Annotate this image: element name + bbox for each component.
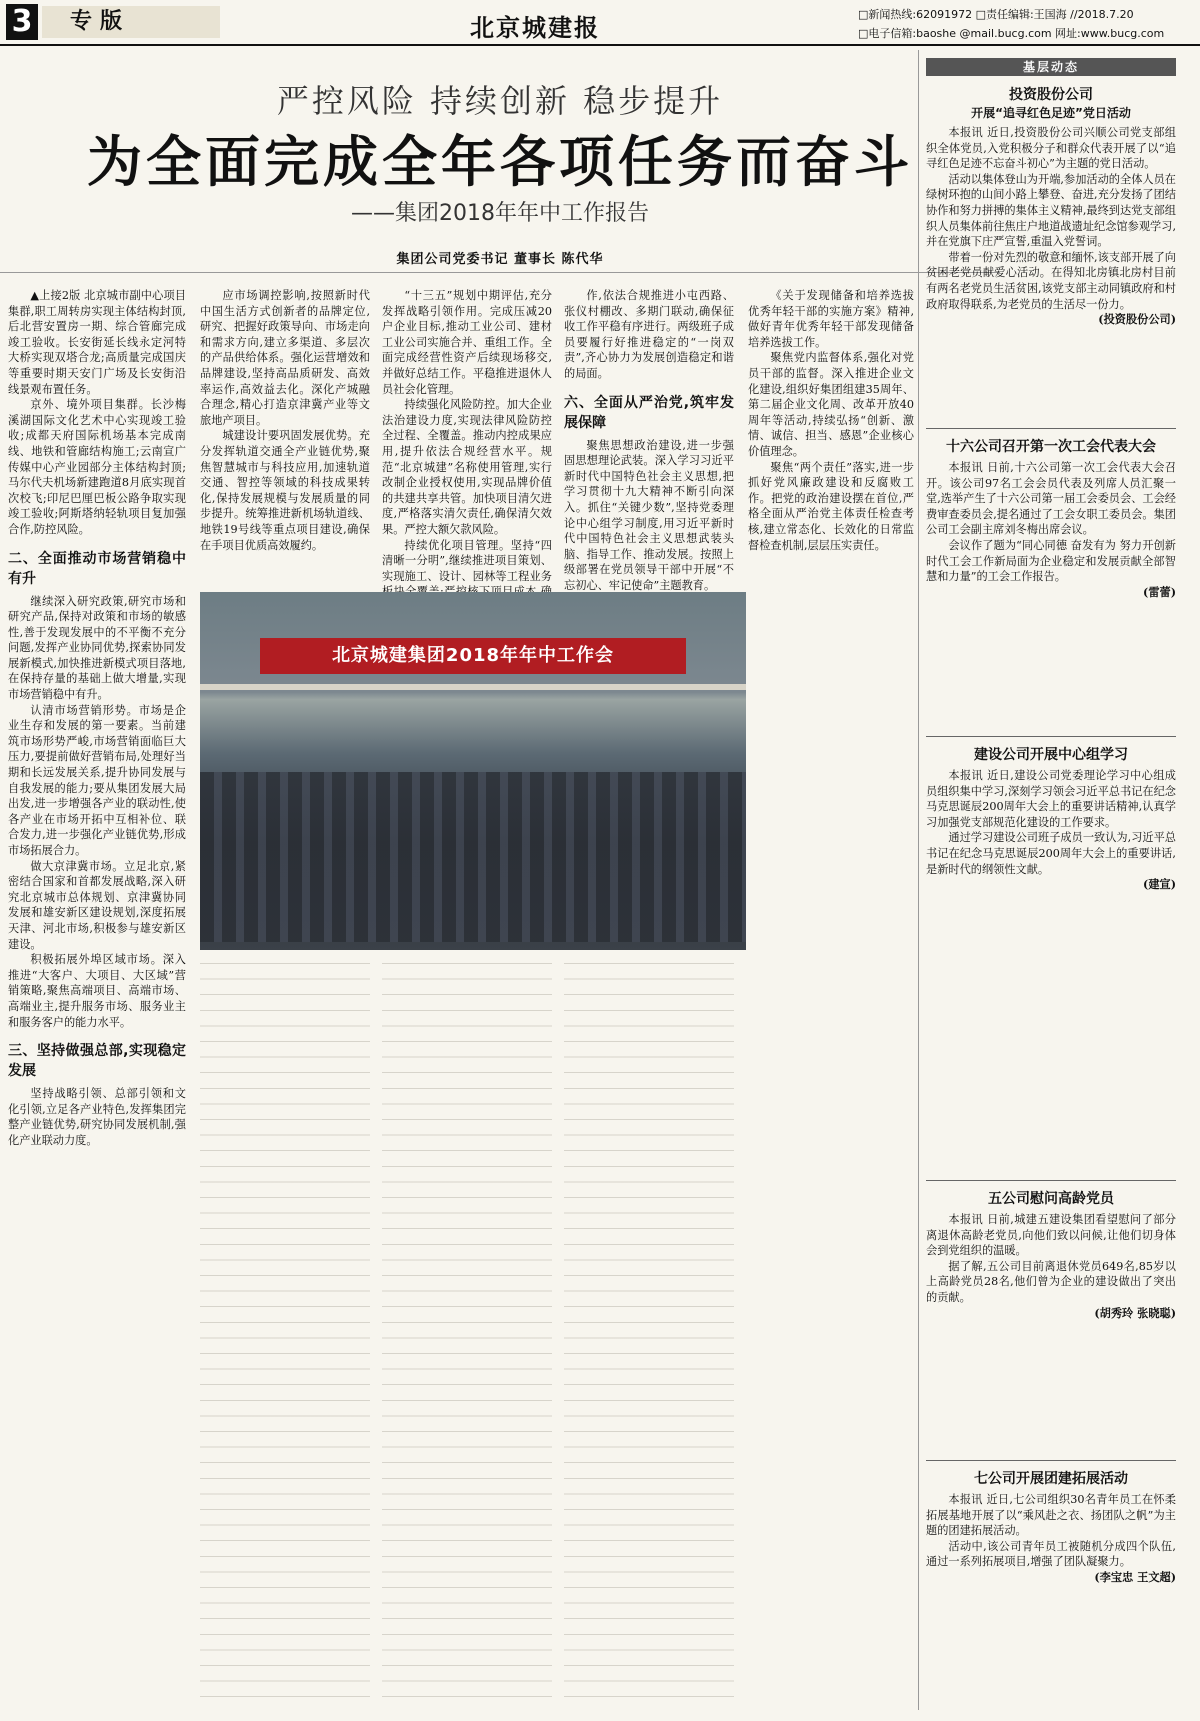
story-body (926, 1492, 1176, 1586)
story-title: 建设公司开展中心组学习 (974, 747, 1128, 763)
article-rule (0, 272, 1000, 273)
story-credit: (投资股份公司) (1098, 312, 1176, 327)
article-byline: 集团公司党委书记 董事长 陈代华 (396, 252, 604, 267)
sidebar-story-5 (926, 1468, 1176, 1586)
story-body (926, 460, 1176, 600)
paragraph: 坚持战略引领、总部引领和文化引领,立足各产业特色,发挥集团完整产业链优势,研究协同发展机制,强化产业联动力度。 (8, 1087, 186, 1147)
meta-editor-line: □新闻热线:62091972 □责任编辑:王国海 //2018.7.20 (858, 8, 1134, 21)
story-credit: (李宝忠 王文超) (1094, 1569, 1176, 1584)
paragraph: 持续优化项目管理。坚持“四清晰一分明”,继续推进项目策划、实现施工、设计、园林等工程业务 (382, 538, 552, 583)
sidebar-story-4 (926, 1188, 1176, 1321)
paragraph: 本报讯 日前,城建五建设集团看望慰问了部分离退休高龄老党员,向他们致以问候,让他们切身体会到党组织的温暖。 (926, 1213, 1176, 1258)
paragraph: 作,依法合规推进小屯西路、张仪村棚改、多期门联动,确保征收工作平稳有序进行。两级班子成员要履行好推进稳定的“一岗双责”,齐心协力为发展创造稳定和谐的局面。 (564, 289, 734, 380)
paragraph: 本报讯 近日,建设公司党委理论学习中心组成员组织集中学习,深刻学习领会习近平总书记在纪念马克思诞辰200周年大会上的重要讲话精神,认真学习加强党支部规范化建设的工作要求。 (926, 769, 1176, 829)
sidebar-divider (918, 50, 919, 1710)
stage-edge (200, 684, 746, 690)
meta-contact-line: □电子信箱:baoshe @mail.bucg.com 网址:www.bucg.com (858, 27, 1165, 40)
story-credit: (雷蕾) (1143, 584, 1176, 599)
article-column-1 (8, 288, 186, 1708)
sidebar-rule (926, 1180, 1176, 1181)
photo-banner: 北京城建集团2018年年中工作会 (260, 638, 686, 674)
sidebar-rule (926, 1460, 1176, 1461)
paragraph: 认清市场营销形势。市场是企业生存和发展的第一要素。当前建筑市场形势严峻,市场营销面临巨大压力,要提前做好营销布局,处理好当期和长远发展关系,提升协同发展与自我发展的能力;要从集团发展大局出发,进一步增强各产业的联动性,使各产业在市场开拓中互相补位、联合发力,进一步强化产业链优势,形成市场拓展合力。 (8, 703, 186, 857)
paper-name: 北京城建报 (470, 13, 600, 42)
sidebar-rule (926, 428, 1176, 429)
sidebar-story-3 (926, 744, 1176, 893)
audience (200, 772, 746, 942)
paragraph: 本报讯 日前,十六公司第一次工会代表大会召开。该公司97名工会会员代表及列席人员汇聚一堂,选举产生了十六公司第一届工会委员会、工会经费审查委员会,提名通过了工会女职工委员会。集团公司工会副主席刘冬梅出席会议。 (926, 461, 1176, 537)
sidebar-story-1 (926, 84, 1176, 328)
article-column-3-continued (382, 958, 552, 1708)
paragraph: 持续强化风险防控。加大企业法治建设力度,实现法律风险防控全过程、全覆盖。推动内控成果应用,提升依法合规经营水平。规范“北京城建”名称使用管理,实行改制企业授权使用,实现品牌价值的共建共享共管。加快项目清欠进度,严格落实清欠责任,确保清欠效果。严控大额欠款风险。 (382, 398, 552, 536)
paragraph: ▲上接2版 北京城市副中心项目集群,职工周转房实现主体结构封顶,后北营安置房一期、综合管廊完成竣工验收。长安街延长线永定河特大桥实现双塔合龙;高质量完成国庆等重要时期天安门广场及长安街沿线景观布置任务。 (8, 289, 186, 396)
paragraph: 城建设计要巩固发展优势。充分发挥轨道交通全产业链优势,聚焦智慧城市与科技应用,加速轨道交通、智控等领域的科技成果转化,保持发展规模与发展质量的同步提升。统筹推进新机场轨道线、地铁19号线等重点项目建设,确保在手项目优质高效履约。 (200, 429, 370, 552)
paragraph: 聚焦“两个责任”落实,进一步抓好党风廉政建设和反腐败工作。把党的政治建设摆在首位,严格全面从严治党主体责任检查考核,建立常态化、长效化的日常监督检查机制,层层压实责任。 (748, 460, 914, 552)
article-column-3 (382, 288, 552, 584)
story-body (926, 1212, 1176, 1321)
paragraph: 通过学习建设公司班子成员一致认为,习近平总书记在纪念马克思诞辰200周年大会上的重要讲话,是新时代的纲领性文献。 (926, 831, 1176, 876)
paragraph: 活动中,该公司青年员工被随机分成四个队伍,通过一系列拓展项目,增强了团队凝聚力。 (926, 1539, 1176, 1569)
section-heading: 二、全面推动市场营销稳中有升 (8, 550, 186, 587)
paragraph: 本报讯 近日,七公司组织30名青年员工在怀柔拓展基地开展了以“乘风赴之衣、扬团队之帆”为主题的团建拓展活动。 (926, 1493, 1176, 1538)
paragraph: 做大京津冀市场。立足北京,紧密结合国家和首都发展战略,深入研究北京城市总体规划、京津冀协同发展和雄安新区建设规划,深度拓展天津、河北市场,积极参与雄安新区建设。 (8, 859, 186, 951)
article-column-4 (564, 288, 734, 592)
section-heading: 六、全面从严治党,筑牢发展保障 (564, 394, 734, 431)
article-kicker: 严控风险 持续创新 稳步提升 (276, 82, 724, 120)
story-body (926, 768, 1176, 893)
paragraph: 聚焦党内监督体系,强化对党员干部的监督。深入推进企业文化建设,组织好集团组建35周年、第二届企业文化周、改革开放40周年等活动,持续弘扬“创新、激情、诚信、担当、感恩”企业核心价值理念。 (748, 351, 914, 458)
page-section: 专版 (42, 6, 220, 38)
story-title: 七公司开展团建拓展活动 (974, 1471, 1128, 1487)
paragraph: 据了解,五公司目前离退休党员649名,85岁以上高龄党员28名,他们曾为企业的建设做出了突出的贡献。 (926, 1259, 1176, 1304)
paragraph: 积极拓展外埠区域市场。深入推进“大客户、大项目、大区域”营销策略,聚焦高端项目、高端市场、高端业主,提升服务市场、服务业主和服务客户的能力水平。 (8, 953, 186, 1029)
sidebar-header: 基层动态 (926, 58, 1176, 76)
paragraph: “十三五”规划中期评估,充分发挥战略引领作用。完成压减20户企业目标,推动工业公司、建材工业公司实施合并、重组工作。全面完成经营性资产后续现场移交,并做好总结工作。平稳推进退休人员社会化管理。 (382, 289, 552, 396)
paragraph: 带着一份对先烈的敬意和缅怀,该支部开展了向贫困老党员献爱心活动。在得知北房镇北房村目前有两名老党员生活贫困,该党支部主动同镇政府和村政府取得联系,为老党员的生活尽一份力。 (926, 250, 1176, 311)
paragraph: 聚焦思想政治建设,进一步强固思想理论武装。深入学习习近平新时代中国特色社会主义思想,把学习贯彻十九大精神不断引向深入。抓住“关键少数”,坚持党委理论中心组学习制度,用习近平新时代中国特色社会主义思想武装头脑、指导工作、推动发展。按照上级部署在党员领导干部中开展“不忘初心、牢记使命”主题教育。 (564, 438, 734, 592)
page-number: 3 (6, 4, 38, 40)
story-title: 五公司慰问高龄党员 (988, 1191, 1114, 1207)
paragraph: 继续深入研究政策,研究市场和研究产品,保持对政策和市场的敏感性,善于发现发展中的不平衡不充分问题,发挥产业协同优势,探索协同发展新模式,加快推进新模式项目落地,在保持存量的基础上做大增量,实现市场营销稳中有升。 (8, 594, 186, 702)
masthead-rule (0, 44, 1200, 46)
paragraph: 会议作了题为“同心同德 奋发有为 努力开创新时代工会工作新局面为企业稳定和发展贡献全部智慧和力量”的工会工作报告。 (926, 538, 1176, 584)
section-heading: 三、坚持做强总部,实现稳定发展 (8, 1043, 186, 1080)
article-headline: 为全面完成全年各项任务而奋斗 (86, 130, 913, 194)
article-subtitle: ——集团2018年年中工作报告 (351, 201, 649, 226)
sidebar-rule (926, 736, 1176, 737)
story-credit: (胡秀玲 张晓聪) (1094, 1305, 1176, 1320)
article-column-2-continued (200, 958, 370, 1708)
article-column-4-continued (564, 958, 734, 1708)
paragraph: 活动以集体登山为开端,参加活动的全体人员在绿树环抱的山间小路上攀登、奋进,充分发扬了团结协作和努力拼搏的集体主义精神,最终到达党支部组织人员集体前往焦庄户地道战遗址纪念馆参观学习,并在党旗下庄严宣誓,重温入党誓词。 (926, 172, 1176, 249)
paragraph: 应市场调控影响,按照新时代中国生活方式创新者的品牌定位,研究、把握好政策导向、市场走向和需求方向,建立多渠道、多层次的产品供给体系。强化运营增效和品牌建设,坚持高品质研发、高效率运作,高效益去化。深化产城融合理念,精心打造京津冀产业等文旅地产项目。 (200, 289, 370, 427)
paragraph: 《关于发现储备和培养选拔优秀年轻干部的实施方案》精神,做好青年优秀年轻干部发现储备培养选拔工作。 (748, 289, 914, 349)
story-title: 十六公司召开第一次工会代表大会 (946, 439, 1156, 455)
paragraph: 京外、境外项目集群。长沙梅溪湖国际文化艺术中心实现竣工验收;成都天府国际机场基本完成南线、地铁和管廊结构施工;云南宣广传媒中心产业园部分主体结构封顶;马尔代夫机场新建跑道8月底实现首次校飞;印尼巴厘巴板公路争取实现竣工验收;阿斯塔纳轻轨项目复加强合作,防控风险。 (8, 398, 186, 536)
paragraph: 本报讯 近日,投资股份公司兴顺公司党支部组织全体党员,入党积极分子和群众代表开展了以“追寻红色足迹不忘奋斗初心”为主题的党日活动。 (926, 126, 1176, 171)
article-column-5 (748, 288, 914, 1708)
conference-photo (200, 592, 746, 950)
article-column-2 (200, 288, 370, 584)
story-title: 投资股份公司 (1009, 87, 1093, 103)
story-subtitle: 开展“追寻红色足迹”党日活动 (971, 106, 1131, 120)
story-credit: (建宣) (1143, 877, 1176, 892)
story-body (926, 125, 1176, 328)
sidebar-story-2 (926, 436, 1176, 600)
